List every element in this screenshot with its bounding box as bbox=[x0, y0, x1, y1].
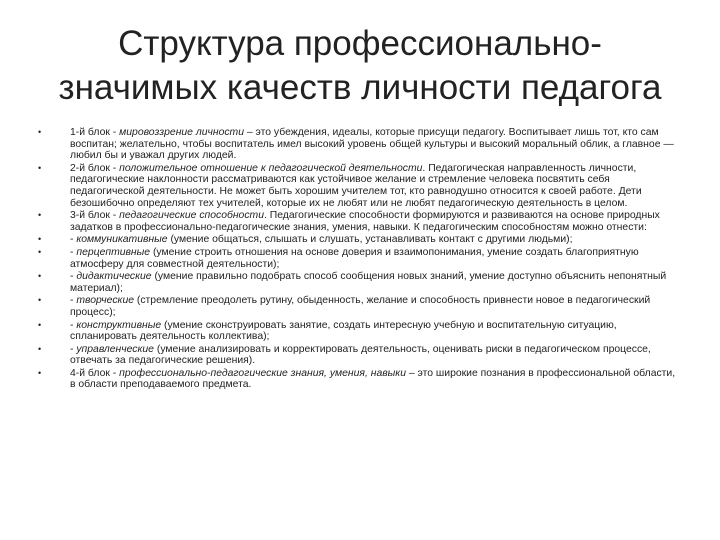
item-text: (стремление преодолеть рутину, обыденность, желание и способность привнести новое в педагогический процесс); bbox=[70, 295, 651, 318]
list-item bbox=[38, 344, 678, 367]
bullet-icon: • bbox=[38, 271, 42, 282]
item-emphasis: творческие bbox=[76, 295, 134, 307]
item-text: . Педагогическая направленность личности, педагогические наклонности рассматриваются как устойчивое желание и стремление человека посвятить себя педагогической деятельности. Не может быть хорошим учителем тот, кто равнодушно относится к своей работе. Дети безошибочно определяют тех учителей, которые их не любят или не любят педагогическую деятельность в целом. bbox=[70, 162, 642, 209]
item-prefix: 1-й блок - bbox=[70, 127, 120, 138]
item-text: (умение общаться, слышать и слушать, устанавливать контакт с другими людьми); bbox=[167, 234, 573, 246]
item-emphasis: дидактические bbox=[76, 271, 152, 283]
list-item bbox=[38, 163, 678, 209]
item-prefix: 3-й блок - bbox=[70, 210, 120, 222]
bullet-icon: • bbox=[38, 210, 42, 221]
bullet-icon: • bbox=[38, 295, 42, 306]
item-emphasis: управленческие bbox=[76, 343, 154, 355]
bullet-list bbox=[38, 127, 678, 392]
item-emphasis: конструктивные bbox=[76, 319, 162, 331]
item-prefix: - bbox=[70, 295, 77, 307]
title-line-2: значимых качеств личности педагога bbox=[58, 68, 662, 107]
bullet-icon: • bbox=[38, 127, 42, 137]
item-text: (умение анализировать и корректировать деятельность, оценивать риски в педагогическом процессе, отвечать за педагогические решения). bbox=[70, 343, 651, 367]
list-item bbox=[38, 271, 678, 294]
bullet-icon: • bbox=[38, 367, 42, 378]
list-item bbox=[38, 295, 678, 318]
bullet-icon: • bbox=[38, 343, 42, 354]
item-text: – это убеждения, идеалы, которые присущи педагогу. Воспитывает лишь тот, кто сам воспитан; желательно, чтобы воспитатель имел высокий уровень общей культуры и высокий моральный облик, а главное — любил бы и уважал других людей. bbox=[70, 127, 674, 162]
bullet-icon: • bbox=[38, 319, 42, 330]
item-text: (умение правильно подобрать способ сообщения новых знаний, умение доступно объяснить непонятный материал); bbox=[70, 271, 667, 294]
list-item bbox=[38, 210, 678, 233]
bullet-icon: • bbox=[38, 162, 42, 173]
item-emphasis: коммуникативные bbox=[76, 234, 168, 246]
slide-title bbox=[20, 22, 700, 110]
bullet-icon: • bbox=[38, 246, 42, 257]
list-item bbox=[38, 247, 678, 270]
item-emphasis: профессионально-педагогические знания, умения, навыки bbox=[119, 367, 406, 379]
item-prefix: - bbox=[70, 271, 77, 283]
item-prefix: - bbox=[70, 234, 77, 246]
item-text: (умение строить отношения на основе доверия и взаимопонимания, умение создать благоприятную атмосферу для совместной деятельности); bbox=[70, 246, 639, 270]
item-prefix: 2-й блок - bbox=[70, 162, 120, 174]
item-prefix: - bbox=[70, 343, 77, 355]
list-item bbox=[38, 368, 678, 391]
item-emphasis: положительное отношение к педагогической деятельности bbox=[119, 162, 423, 174]
title-line-1: Структура профессионально- bbox=[118, 24, 602, 63]
item-emphasis: педагогические способности bbox=[119, 210, 264, 222]
item-prefix: 4-й блок - bbox=[70, 367, 120, 379]
list-item bbox=[38, 320, 678, 343]
item-text: . Педагогические способности формируются и развиваются на основе природных задатков в профессионально-педагогические знания, умения, навыки. К педагогическим способностям можно отнести: bbox=[70, 210, 660, 233]
item-prefix: - bbox=[70, 246, 77, 258]
bullet-icon: • bbox=[38, 234, 42, 245]
item-prefix: - bbox=[70, 319, 77, 331]
list-item bbox=[38, 234, 678, 246]
item-text: (умение сконструировать занятие, создать интересную учебную и воспитательную ситуацию, спланировать деятельность коллектива); bbox=[70, 319, 617, 343]
item-emphasis: мировоззрение личности bbox=[119, 127, 244, 138]
item-text: – это широкие познания в профессиональной области, в области преподаваемого предмета. bbox=[70, 367, 676, 391]
list-item bbox=[38, 127, 678, 162]
item-emphasis: перцептивные bbox=[76, 246, 151, 258]
